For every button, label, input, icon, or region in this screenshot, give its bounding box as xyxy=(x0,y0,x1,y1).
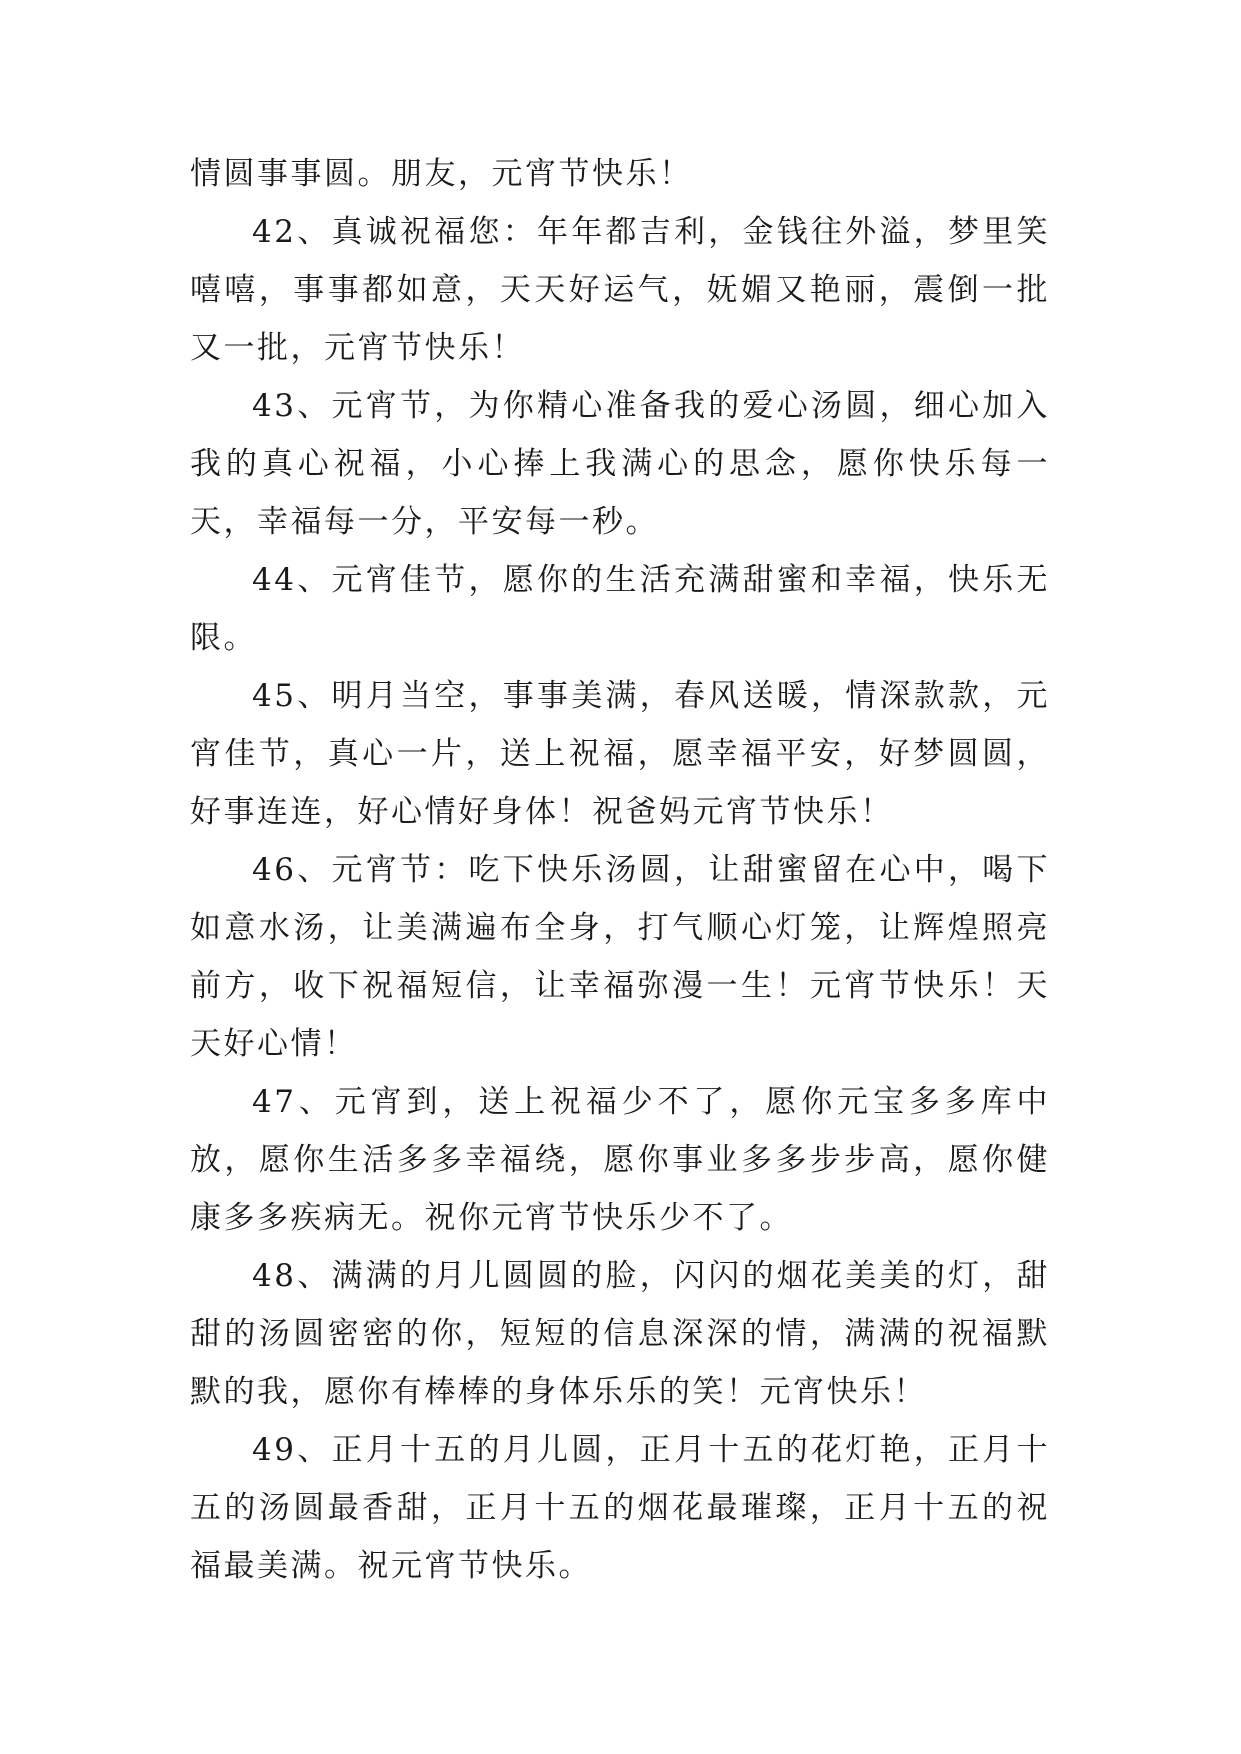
paragraph-wish-46: 46、元宵节：吃下快乐汤圆，让甜蜜留在心中，喝下如意水汤，让美满遍布全身，打气顺心灯笼，让辉煌照亮前方，收下祝福短信，让幸福弥漫一生！元宵节快乐！天天好心情！ xyxy=(190,852,1050,1062)
paragraph-wish-49: 49、正月十五的月儿圆，正月十五的花灯艳，正月十五的汤圆最香甜，正月十五的烟花最璀璨，正月十五的祝福最美满。祝元宵节快乐。 xyxy=(190,1432,1050,1584)
paragraph-wish-45: 45、明月当空，事事美满，春风送暖，情深款款，元宵佳节，真心一片，送上祝福，愿幸福平安，好梦圆圆，好事连连，好心情好身体！祝爸妈元宵节快乐！ xyxy=(190,678,1050,830)
paragraph-wish-48: 48、满满的月儿圆圆的脸，闪闪的烟花美美的灯，甜甜的汤圆密密的你，短短的信息深深的情，满满的祝福默默的我，愿你有棒棒的身体乐乐的笑！元宵快乐！ xyxy=(190,1258,1050,1410)
paragraph-wish-47: 47、元宵到，送上祝福少不了，愿你元宝多多库中放，愿你生活多多幸福绕，愿你事业多多步步高，愿你健康多多疾病无。祝你元宵节快乐少不了。 xyxy=(190,1084,1050,1236)
paragraph-wish-42: 42、真诚祝福您：年年都吉利，金钱往外溢，梦里笑嘻嘻，事事都如意，天天好运气，妩媚又艳丽，震倒一批又一批，元宵节快乐！ xyxy=(190,214,1050,366)
document-page xyxy=(190,145,1050,1595)
paragraph-wish-43: 43、元宵节，为你精心准备我的爱心汤圆，细心加入我的真心祝福，小心捧上我满心的思念，愿你快乐每一天，幸福每一分，平安每一秒。 xyxy=(190,388,1050,540)
paragraph-continuation: 情圆事事圆。朋友，元宵节快乐！ xyxy=(190,156,693,192)
paragraph-wish-44: 44、元宵佳节，愿你的生活充满甜蜜和幸福，快乐无限。 xyxy=(190,562,1050,656)
